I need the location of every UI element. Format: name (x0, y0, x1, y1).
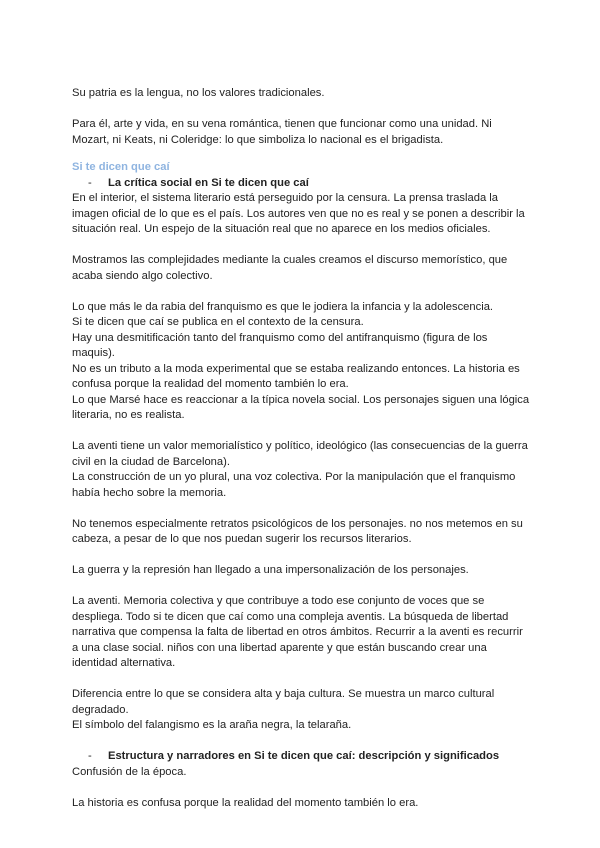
paragraph-censura: En el interior, el sistema literario está perseguido por la censura. La prensa traslada la imagen oficial de lo que es el país. Los autores ven que no es real y se ponen a describir la situación real. Un espejo de la situación real que no aparece en los medios oficiales. (72, 192, 525, 235)
bullet-heading-critica (72, 176, 532, 192)
paragraph-memoria-colectiva: La aventi. Memoria colectiva y que contribuye a todo ese conjunto de voces que se despliega. Todo si te dicen que caí como una compleja aventis. La búsqueda de libertad narrativa que compensa la falta de libertad en otros ámbitos. Recurrir a la aventi es recurrir a una clase social. niños con una libertad aparente y que están buscando crear una identidad alternativa. (72, 595, 523, 669)
section-heading: Si te dicen que caí (72, 161, 170, 173)
bullet-dash: - (88, 176, 92, 189)
bullet-heading-critica-text: La crítica social en Si te dicen que caí (108, 176, 309, 189)
text-line: Lo que más le da rabia del franquismo es que le jodiera la infancia y la adolescencia. (72, 300, 494, 313)
paragraph-retratos: No tenemos especialmente retratos psicológicos de los personajes. no nos metemos en su cabeza, a pesar de lo que nos puedan sugerir los recursos literarios. (72, 517, 523, 545)
text-line: La aventi tiene un valor memorialístico y político, ideológico (las consecuencias de la guerra civil en la ciudad de Barcelona). (72, 440, 528, 468)
paragraph-aventi (72, 439, 532, 501)
document-page (72, 86, 532, 827)
paragraph-guerra: La guerra y la represión han llegado a una impersonalización de los personajes. (72, 564, 469, 576)
intro-line: Su patria es la lengua, no los valores tradicionales. (72, 87, 325, 99)
intro-paragraph: Para él, arte y vida, en su vena romántica, tienen que funcionar como una unidad. Ni Mozart, ni Keats, ni Coleridge: lo que simboliza lo nacional es el brigadista. (72, 118, 492, 146)
paragraph-complejidades: Mostramos las complejidades mediante la cuales creamos el discurso memorístico, que acaba siendo algo colectivo. (72, 254, 508, 282)
paragraph-franquismo (72, 300, 532, 424)
paragraph-historia-confusa: La historia es confusa porque la realidad del momento también lo era. (72, 796, 419, 809)
text-line: El símbolo del falangismo es la araña negra, la telaraña. (72, 719, 352, 731)
text-line: No es un tributo a la moda experimental que se estaba realizando entonces. La historia es confusa porque la realidad del momento también lo era. (72, 362, 520, 390)
paragraph-cultura (72, 687, 532, 734)
bullet-heading-estructura (72, 749, 532, 765)
text-line: Si te dicen que caí se publica en el contexto de la censura. (72, 316, 364, 328)
text-line: Hay una desmitificación tanto del franquismo como del antifranquismo (figura de los maquis). (72, 331, 488, 359)
bullet-dash: - (88, 750, 92, 762)
text-line: Diferencia entre lo que se considera alta y baja cultura. Se muestra un marco cultural degradado. (72, 688, 495, 716)
paragraph-confusion: Confusión de la época. (72, 765, 187, 778)
bullet-heading-estructura-text: Estructura y narradores en Si te dicen que caí: descripción y significados (108, 750, 500, 762)
text-line: Lo que Marsé hace es reaccionar a la típica novela social. Los personajes siguen una lógica literaria, no es realista. (72, 393, 530, 421)
text-line: La construcción de un yo plural, una voz colectiva. Por la manipulación que el franquismo había hecho sobre la memoria. (72, 471, 516, 499)
